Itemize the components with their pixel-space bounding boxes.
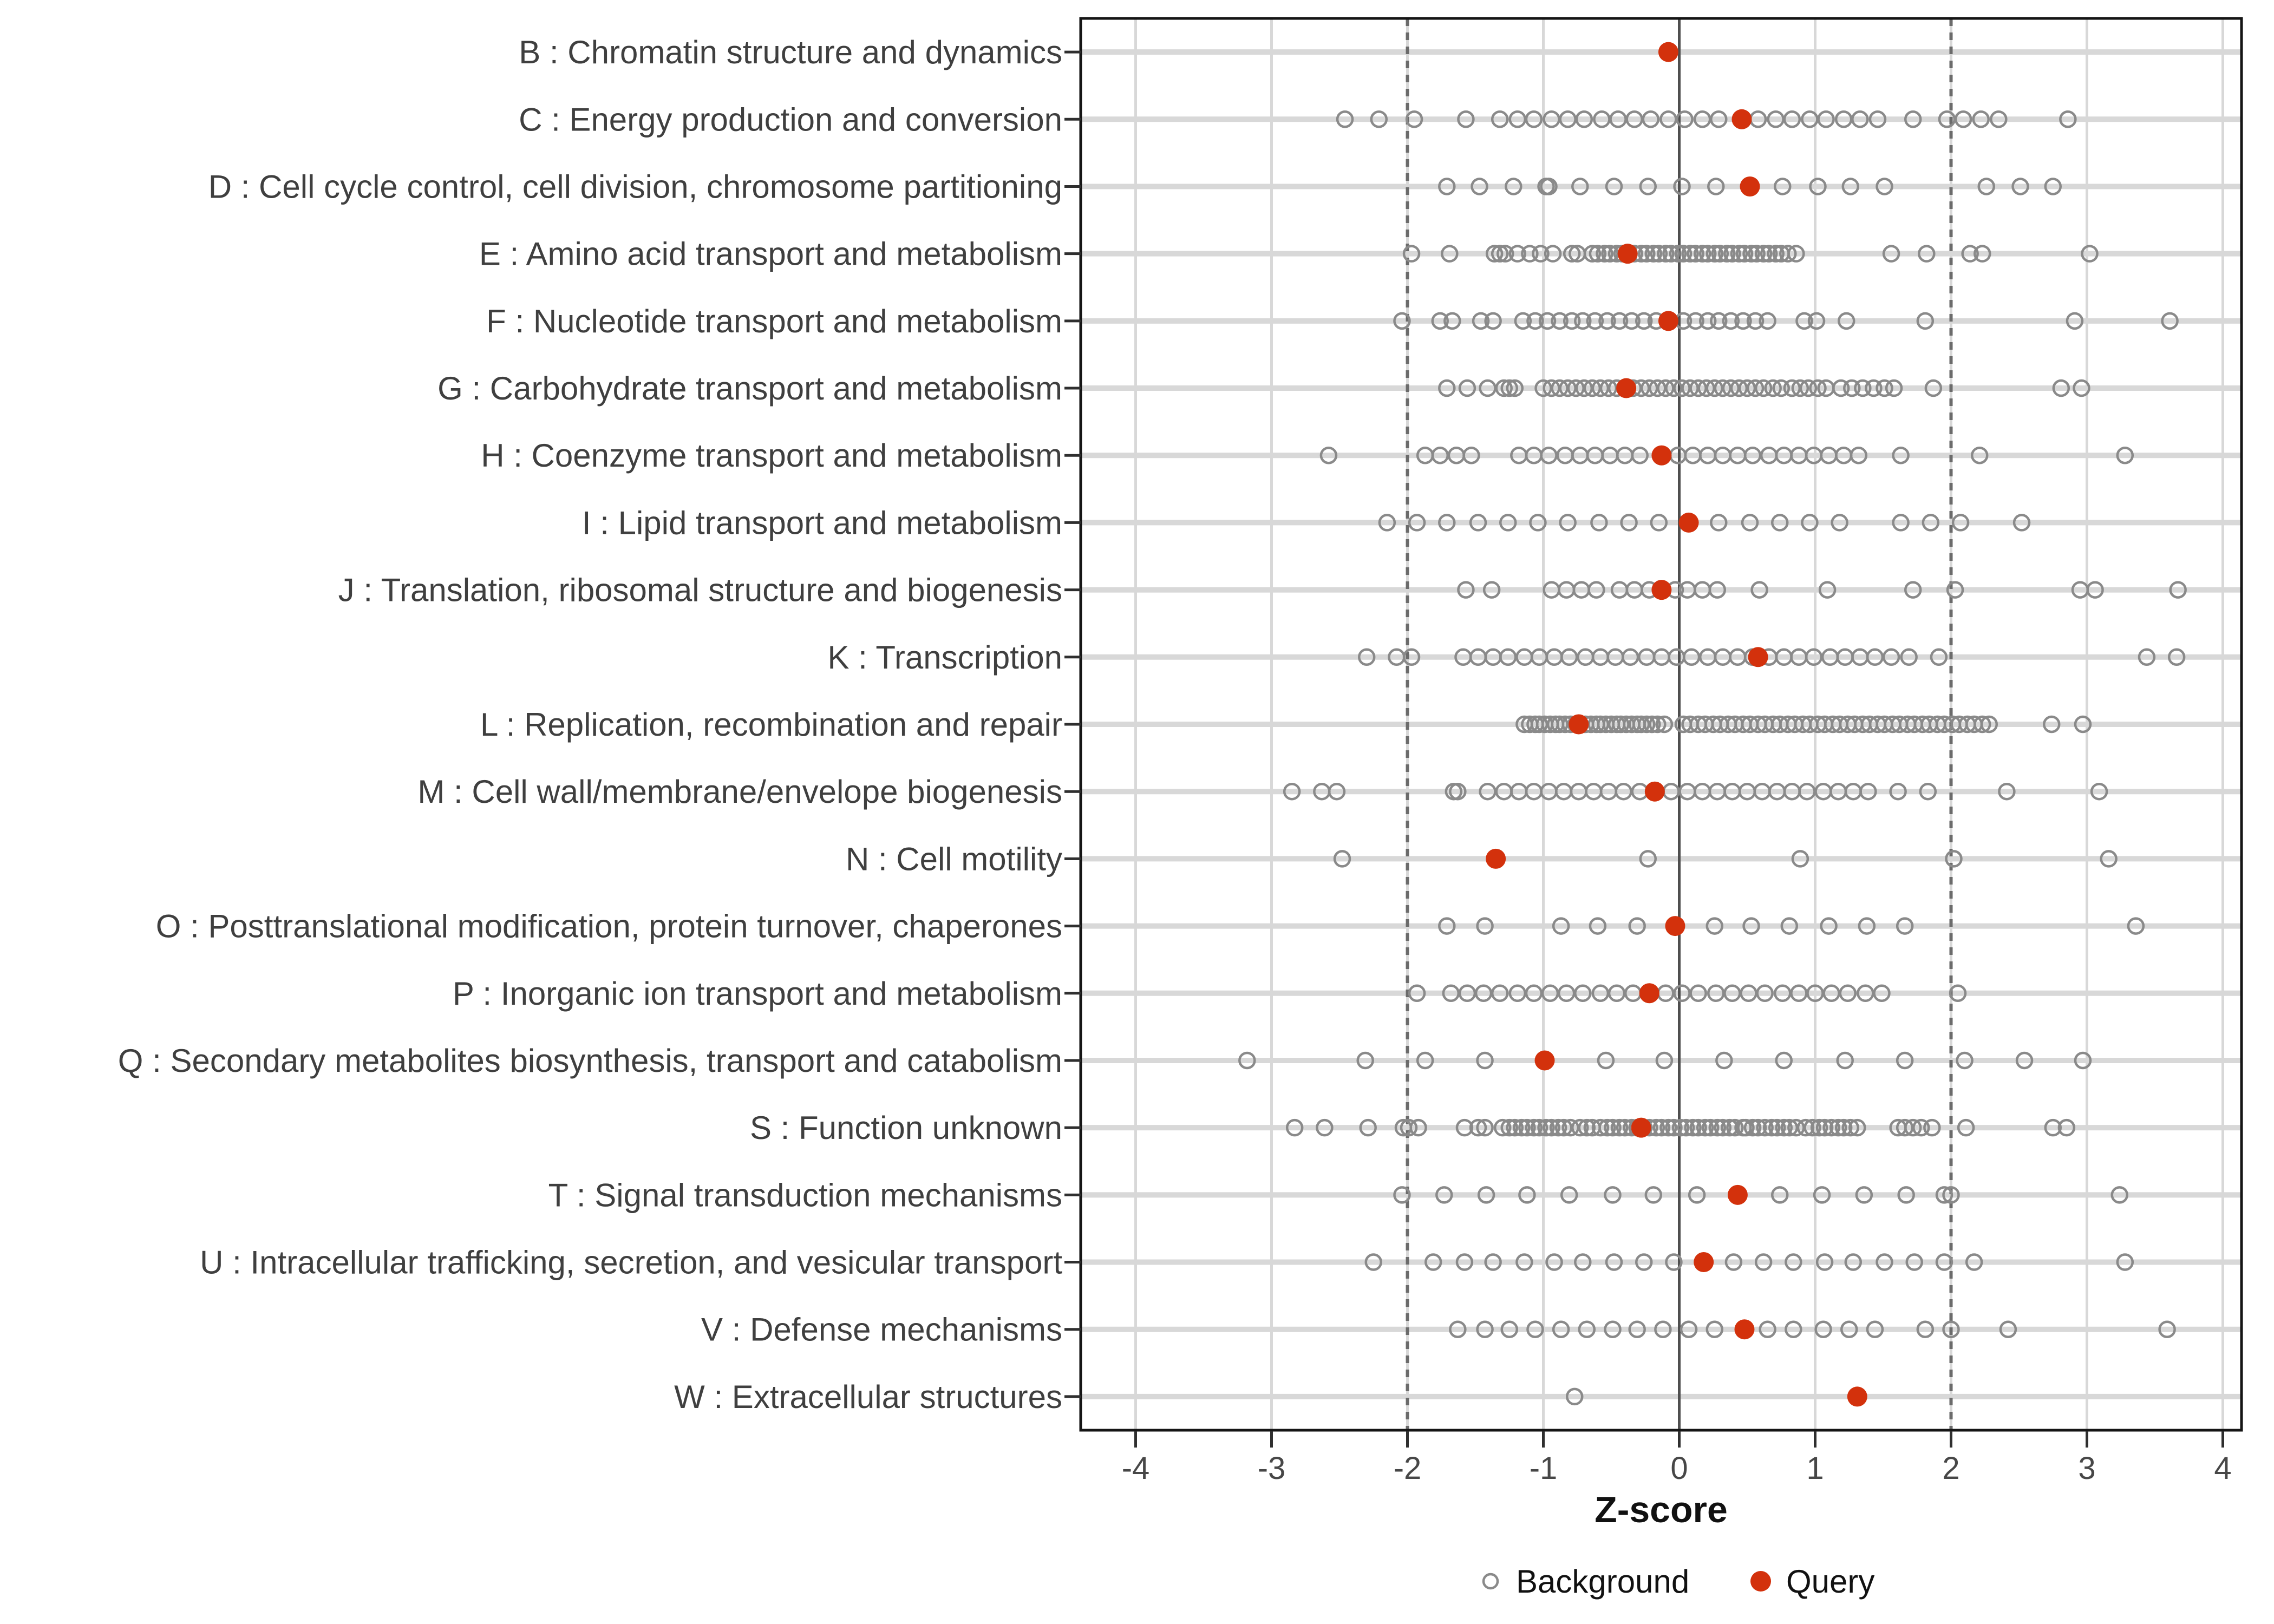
query-point [1694, 1252, 1714, 1272]
category-label: N : Cell motility [845, 841, 1062, 878]
query-point [1847, 1386, 1867, 1406]
legend-query-marker-icon [1750, 1571, 1771, 1592]
x-tick-label: -2 [1393, 1451, 1422, 1486]
x-tick-label: 0 [1670, 1451, 1688, 1486]
query-point [1748, 647, 1768, 667]
query-point [1734, 1319, 1754, 1339]
query-point [1679, 513, 1699, 533]
x-axis-title: Z-score [1595, 1489, 1728, 1530]
query-point [1631, 1118, 1651, 1138]
x-tick-label: 3 [2078, 1451, 2096, 1486]
x-tick-label: -3 [1257, 1451, 1286, 1486]
query-point [1651, 446, 1671, 466]
category-label: T : Signal transduction mechanisms [548, 1177, 1062, 1214]
category-label: U : Intracellular trafficking, secretion, and vesicular transport [200, 1244, 1062, 1281]
category-label: E : Amino acid transport and metabolism [479, 235, 1062, 272]
category-label: S : Function unknown [749, 1110, 1062, 1147]
x-tick-label: 1 [1806, 1451, 1824, 1486]
query-point [1665, 916, 1685, 936]
category-label: F : Nucleotide transport and metabolism [486, 303, 1062, 339]
legend-background-marker-icon [1484, 1574, 1498, 1588]
category-label: C : Energy production and conversion [519, 101, 1062, 138]
category-label: M : Cell wall/membrane/envelope biogenesis [417, 774, 1062, 810]
category-label: I : Lipid transport and metabolism [581, 505, 1062, 541]
x-tick-label: -1 [1529, 1451, 1558, 1486]
x-axis [1064, 52, 2232, 1486]
legend [1484, 1563, 1874, 1600]
query-point [1728, 1185, 1748, 1205]
category-label: L : Replication, recombination and repair [480, 706, 1062, 743]
query-point [1651, 580, 1671, 600]
x-tick-label: 2 [1942, 1451, 1960, 1486]
legend-query-label: Query [1786, 1563, 1875, 1600]
category-label: Q : Secondary metabolites biosynthesis, transport and catabolism [117, 1042, 1062, 1079]
category-label: O : Posttranslational modification, protein turnover, chaperones [155, 908, 1062, 945]
category-axis [118, 34, 1063, 1415]
category-label: G : Carbohydrate transport and metabolism [437, 370, 1062, 407]
query-point [1618, 244, 1638, 264]
category-label: J : Translation, ribosomal structure and biogenesis [338, 572, 1062, 608]
query-point [1486, 849, 1506, 869]
query-point [1569, 715, 1589, 735]
category-label: W : Extracellular structures [674, 1378, 1062, 1415]
x-tick-label: -4 [1121, 1451, 1150, 1486]
category-label: B : Chromatin structure and dynamics [519, 34, 1062, 71]
category-label: V : Defense mechanisms [701, 1311, 1062, 1348]
query-point [1658, 311, 1678, 331]
query-point [1645, 782, 1665, 802]
grid-layer [1081, 18, 2242, 1430]
legend-background-label: Background [1516, 1563, 1690, 1600]
x-tick-label: 4 [2214, 1451, 2232, 1486]
category-label: H : Coenzyme transport and metabolism [481, 437, 1062, 474]
query-point [1658, 42, 1678, 62]
category-label: K : Transcription [827, 639, 1062, 676]
query-point [1731, 109, 1752, 129]
query-point [1639, 983, 1659, 1003]
category-label: P : Inorganic ion transport and metabolism [452, 975, 1062, 1012]
query-point [1535, 1050, 1555, 1070]
category-label: D : Cell cycle control, cell division, chromosome partitioning [208, 168, 1062, 205]
query-point [1740, 176, 1760, 197]
query-point [1616, 378, 1636, 398]
